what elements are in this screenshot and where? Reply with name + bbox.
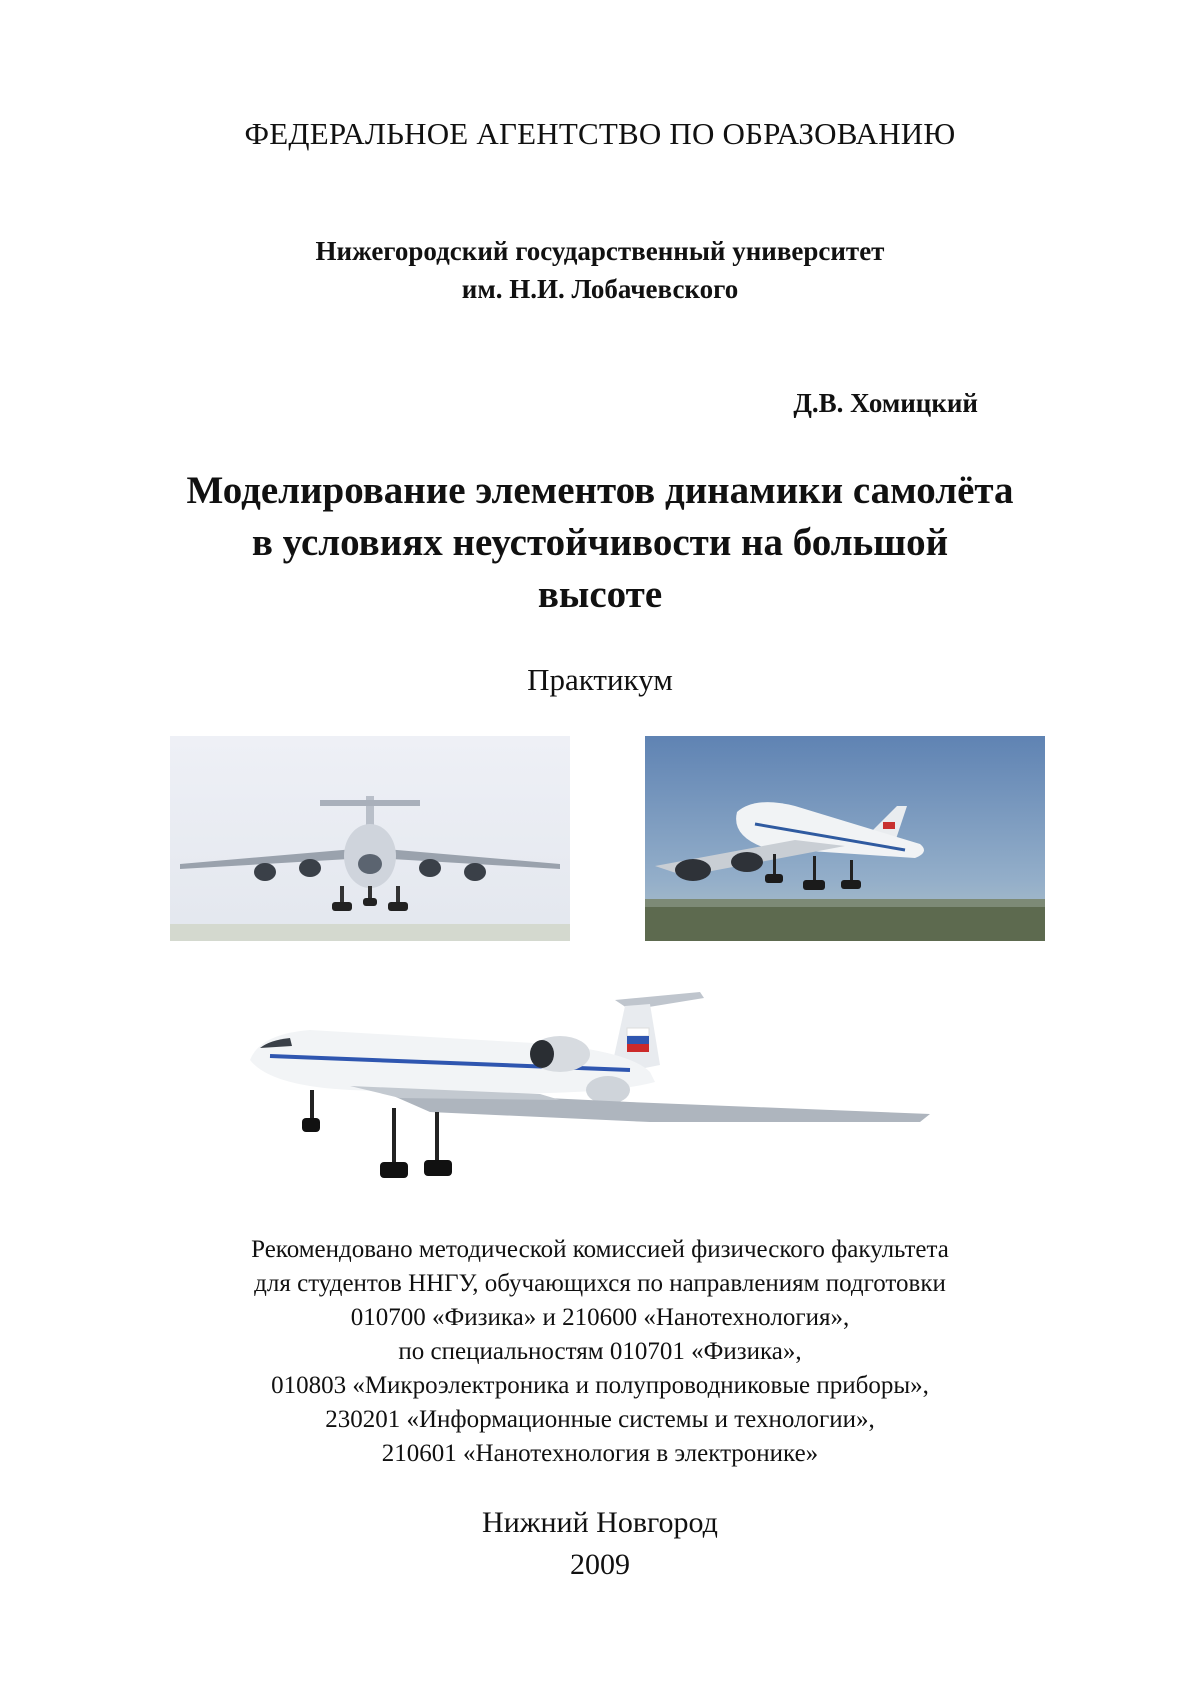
publication-city: Нижний Новгород: [482, 1506, 718, 1539]
recommendation-line: по специальностям 010701 «Физика»,: [398, 1338, 802, 1365]
recommendation-line: Рекомендовано методической комиссией физического факультета: [251, 1236, 949, 1263]
publication-year: 2009: [570, 1548, 630, 1581]
cargo-jet-landing-photo: [170, 736, 570, 941]
agency-header: ФЕДЕРАЛЬНОЕ АГЕНТСТВО ПО ОБРАЗОВАНИЮ: [244, 116, 956, 151]
university-name: Нижегородский государственный университет: [315, 236, 885, 266]
recommendation-line: 210601 «Нанотехнология в электронике»: [381, 1440, 819, 1467]
trijet-airliner-photo: [230, 990, 990, 1226]
airliner-landing-photo: [645, 736, 1045, 941]
author-name: Д.В. Хомицкий: [793, 388, 978, 418]
title-line-1: Моделирование элементов динамики самолёта: [186, 469, 1014, 512]
recommendation-line: 010803 «Микроэлектроника и полупроводниковые приборы»,: [271, 1372, 929, 1399]
recommendation-line: для студентов ННГУ, обучающихся по направлениям подготовки: [254, 1270, 946, 1297]
title-line-3: высоте: [537, 573, 663, 616]
university-namesake: им. Н.И. Лобачевского: [461, 274, 739, 304]
title-line-2: в условиях неустойчивости на большой: [251, 521, 949, 564]
recommendation-line: 230201 «Информационные системы и технологии»,: [325, 1406, 875, 1433]
subtitle: Практикум: [527, 662, 673, 697]
recommendation-line: 010700 «Физика» и 210600 «Нанотехнология»,: [350, 1304, 850, 1331]
